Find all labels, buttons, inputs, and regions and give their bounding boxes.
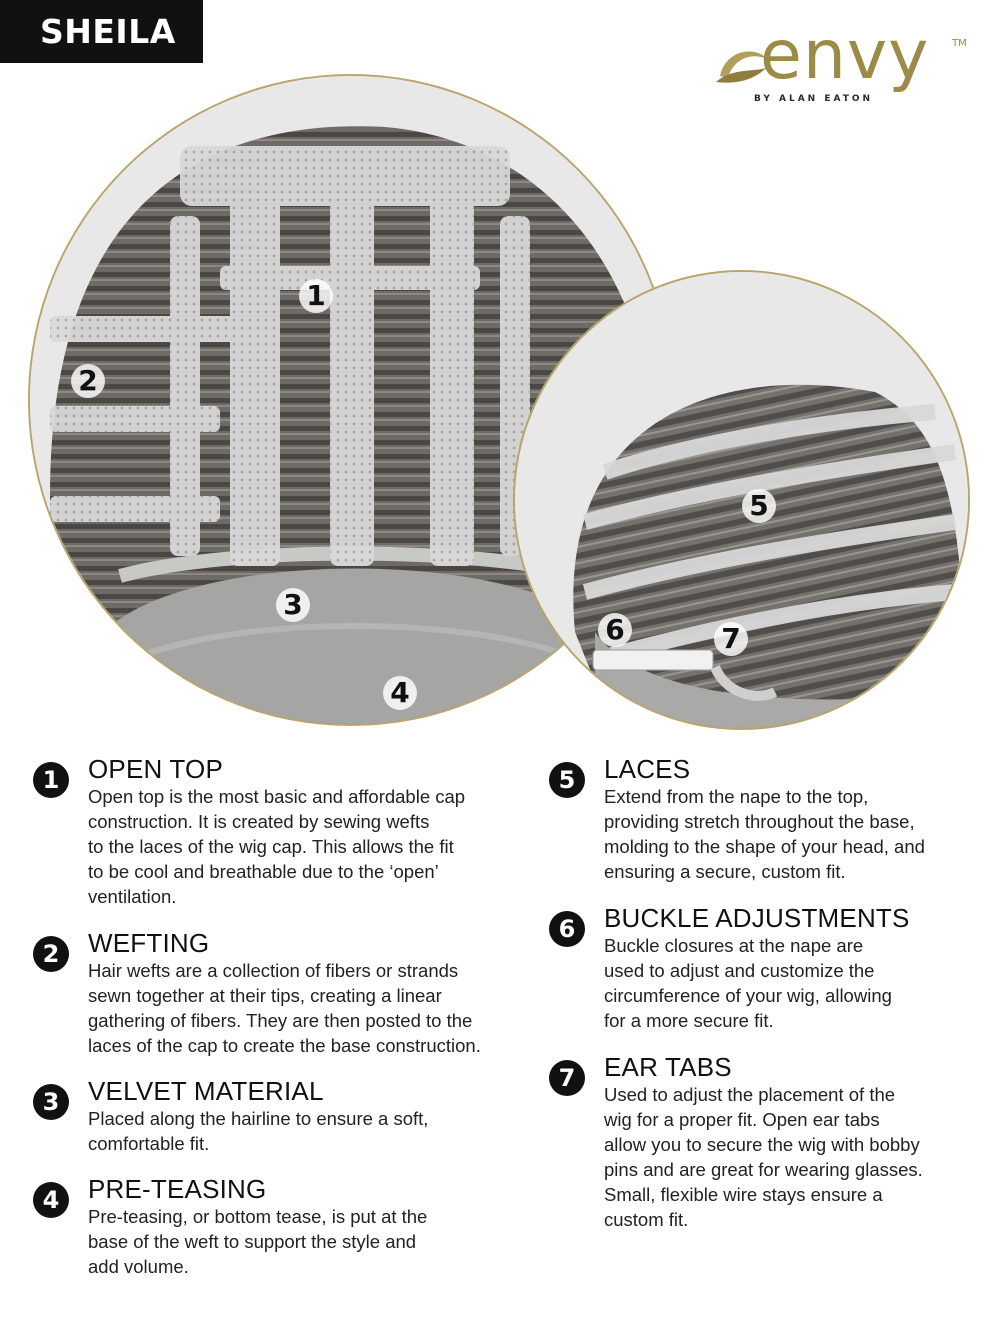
feature-title: EAR TABS — [604, 1052, 732, 1082]
logo-tagline: BY ALAN EATON — [754, 94, 874, 104]
product-title: SHEILA — [0, 0, 203, 63]
number-badge: 3 — [33, 1084, 69, 1120]
feature-title: WEFTING — [88, 928, 210, 958]
brand-logo — [712, 16, 972, 110]
feature-title: BUCKLE ADJUSTMENTS — [604, 903, 910, 933]
photo-marker-7: 7 — [714, 622, 748, 656]
feature-description: Hair wefts are a collection of fibers or strands sewn together at their tips, creating a linear gathering of fibers. They are then posted to the laces of the cap to create the base construction. — [88, 960, 481, 1056]
feature-title: OPEN TOP — [88, 754, 224, 784]
feature-description: Used to adjust the placement of the wig for a proper fit. Open ear tabs allow you to secure the wig with bobby pins and are great for wearing glasses. Small, flexible wire stays ensure a custom fit. — [604, 1084, 923, 1230]
feature-title: VELVET MATERIAL — [88, 1076, 324, 1106]
feature-description: Open top is the most basic and affordable cap construction. It is created by sewing wefts to the laces of the wig cap. This allows the fit to be cool and breathable due to the ‘open’ ventilation. — [88, 786, 466, 907]
number-badge: 1 — [33, 762, 69, 798]
photo-marker-3: 3 — [276, 588, 310, 622]
feature-title: PRE-TEASING — [88, 1174, 267, 1204]
photo-marker-4: 4 — [383, 676, 417, 710]
number-badge: 5 — [549, 762, 585, 798]
photo-marker-5: 5 — [742, 489, 776, 523]
logo-word: envy — [760, 16, 930, 95]
photo-marker-2: 2 — [71, 364, 105, 398]
feature-description: Buckle closures at the nape are used to adjust and customize the circumference of your wig, allowing for a more secure fit. — [604, 935, 892, 1031]
number-badge: 4 — [33, 1182, 69, 1218]
photo-marker-6: 6 — [598, 613, 632, 647]
number-badge: 6 — [549, 911, 585, 947]
number-badge: 7 — [549, 1060, 585, 1096]
feature-description: Placed along the hairline to ensure a soft, comfortable fit. — [88, 1108, 429, 1154]
trademark: TM — [952, 38, 967, 49]
feature-description: Extend from the nape to the top, providing stretch throughout the base, molding to the shape of your head, and ensuring a secure, custom fit. — [604, 786, 925, 882]
cap-back-photo — [513, 270, 970, 730]
photo-marker-1: 1 — [299, 279, 333, 313]
feature-title: LACES — [604, 754, 691, 784]
number-badge: 2 — [33, 936, 69, 972]
feature-description: Pre-teasing, or bottom tease, is put at the base of the weft to support the style and add volume. — [88, 1206, 428, 1277]
